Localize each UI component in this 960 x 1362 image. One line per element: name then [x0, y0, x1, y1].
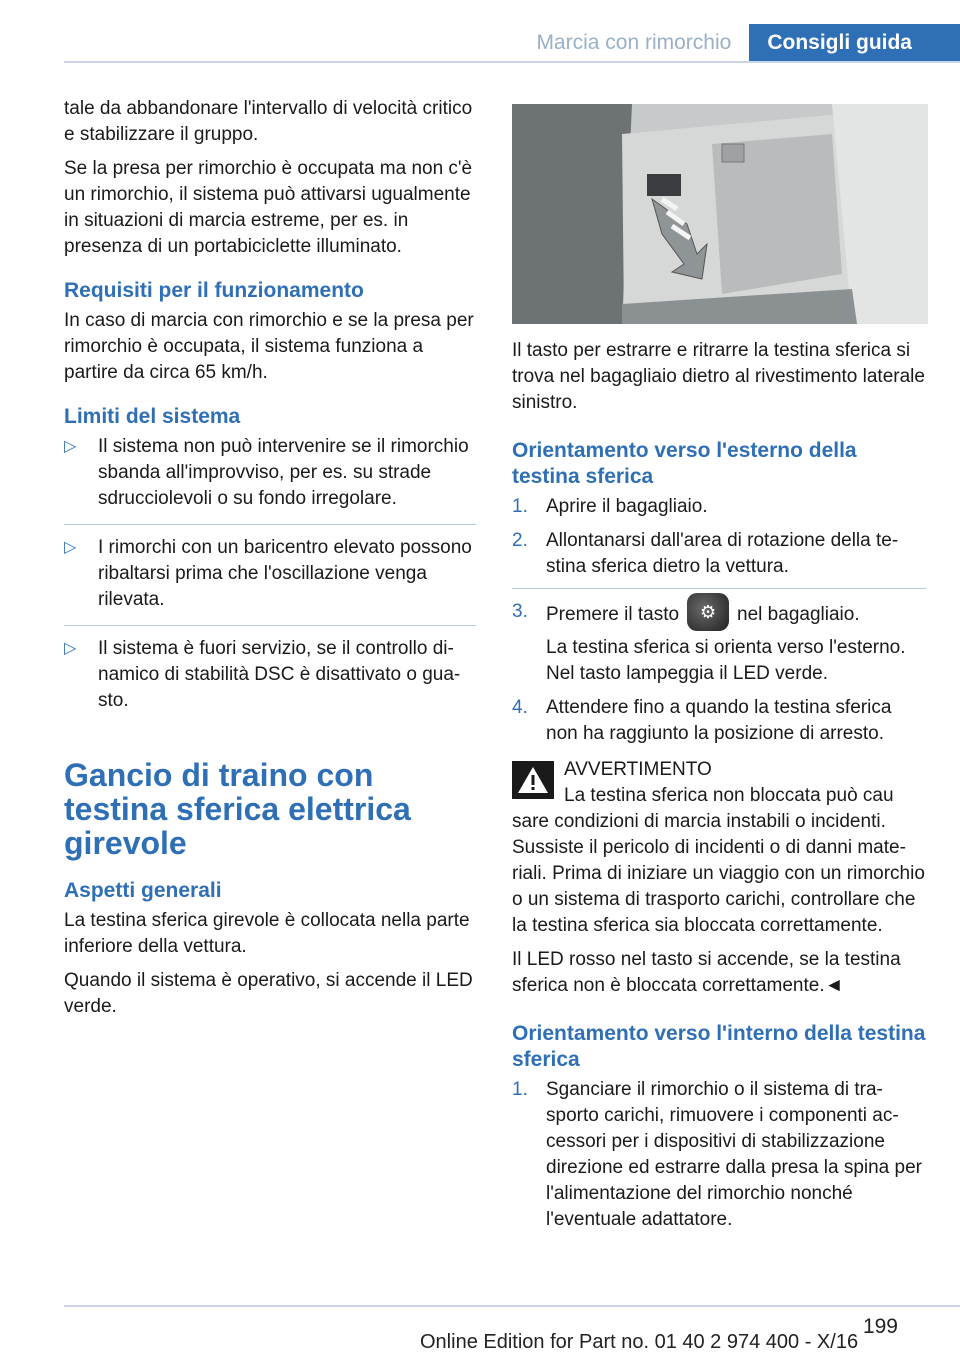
- section-title: Marcia con rimorchio: [536, 30, 732, 54]
- left-column: [64, 96, 476, 1028]
- right-column: [512, 104, 926, 1241]
- warning-title: AVVERTIMENTO: [564, 759, 712, 780]
- page-footer: [0, 1315, 960, 1355]
- triangle-bullet-icon: ▷: [64, 640, 77, 657]
- trailer-hitch-button-icon: ⚙: [687, 593, 729, 631]
- header-rule: [64, 61, 960, 63]
- paragraph: Se la presa per rimorchio è occupata ma non c'è un rimorchio, il sistema può attivarsi ugualmente in situazioni di marcia estreme, per es. in presenza di un portabiciclette illuminato.: [64, 158, 473, 257]
- limits-list: [64, 434, 476, 714]
- warning-first-line: La testina sferica non bloccata può cau: [564, 785, 894, 806]
- heading-general: Aspetti generali: [64, 879, 222, 902]
- divider: [64, 524, 476, 525]
- edition-note: Online Edition for Part no. 01 40 2 974 400 - X/16: [420, 1331, 859, 1353]
- heading-limits: Limiti del sistema: [64, 405, 241, 428]
- divider: [64, 625, 476, 626]
- heading-requirements: Requisiti per il funzionamento: [64, 279, 364, 302]
- divider: [512, 588, 926, 589]
- list-item: ▷ Il sistema è fuori servizio, se il controllo dinamico di stabilità DSC è disattivato o guasto.: [64, 638, 461, 711]
- heading-inward: Orientamento verso l'interno della testina sferica: [512, 1022, 926, 1071]
- page-number: 199: [862, 1315, 898, 1338]
- list-item: ▷ Il sistema non può intervenire se il rimorchio sbanda all'improvviso, per es. su strade sdrucciolevoli o su fondo irregolare.: [64, 436, 469, 509]
- list-item: ▷ I rimorchi con un baricentro elevato possono ribaltarsi prima che l'oscillazione venga rilevata.: [64, 537, 472, 610]
- trunk-illustration-icon: [512, 104, 928, 324]
- trunk-photo: [512, 104, 928, 324]
- paragraph: La testina sferica girevole è collocata nella parte inferiore della vettura.: [64, 910, 470, 957]
- outward-steps: [512, 494, 926, 747]
- triangle-bullet-icon: ▷: [64, 438, 77, 455]
- list-item: 1. Aprire il bagagliaio.: [512, 496, 708, 517]
- chapter-tab: Consigli guida: [749, 24, 960, 61]
- warning-box: [512, 757, 926, 939]
- list-item: 3. Premere il tasto ⚙ nel bagagliaio. La testina sferica si orienta verso l'esterno. Nel tasto lampeggia il LED verde.: [512, 599, 926, 687]
- inward-steps: [512, 1077, 926, 1233]
- step-note: La testina sferica si orienta verso l'esterno. Nel tasto lampeggia il LED verde.: [546, 637, 906, 684]
- heading-outward: Orientamento verso l'esterno della testina sferica: [512, 439, 857, 488]
- paragraph: tale da abbandonare l'intervallo di velocità critico e stabilizzare il gruppo.: [64, 98, 473, 145]
- list-item: 2. Allontanarsi dall'area di rotazione della testina sferica dietro la vettura.: [512, 530, 899, 577]
- page-header: [500, 24, 960, 61]
- paragraph: Il LED rosso nel tasto si accende, se la testina sferica non è bloccata correttamente.◄: [512, 949, 901, 996]
- footer-rule: [64, 1305, 960, 1307]
- list-item: 1. Sganciare il rimorchio o il sistema di trasporto carichi, rimuovere i componenti accessori per i dispositivi di stabilizzazione direzione ed estrarre dalla presa la spina per l'alimentazione del rimorchio nonché l'eventuale adattatore.: [512, 1079, 922, 1230]
- paragraph: In caso di marcia con rimorchio e se la presa per rimorchio è occupata, il sistema funziona a partire da circa 65 km/h.: [64, 310, 474, 383]
- list-item: 4. Attendere fino a quando la testina sferica non ha raggiunto la posizione di arresto.: [512, 697, 892, 744]
- triangle-bullet-icon: ▷: [64, 539, 77, 556]
- paragraph: Quando il sistema è operativo, si accende il LED verde.: [64, 970, 473, 1017]
- photo-caption: Il tasto per estrarre e ritrarre la testina sferica si trova nel bagagliaio dietro al rivestimento laterale sinistro.: [512, 340, 925, 413]
- chapter-heading: Gancio di traino con testina sferica elettrica girevole: [64, 757, 411, 861]
- warning-icon: [512, 761, 554, 799]
- warning-body: sare condizioni di marcia instabili o incidenti. Sussiste il pericolo di incidenti o di danni materiali. Prima di iniziare un viaggio con un rimorchio o un sistema di trasporto carichi, controllare che la testina sferica sia bloccata correttamente.: [512, 811, 925, 936]
